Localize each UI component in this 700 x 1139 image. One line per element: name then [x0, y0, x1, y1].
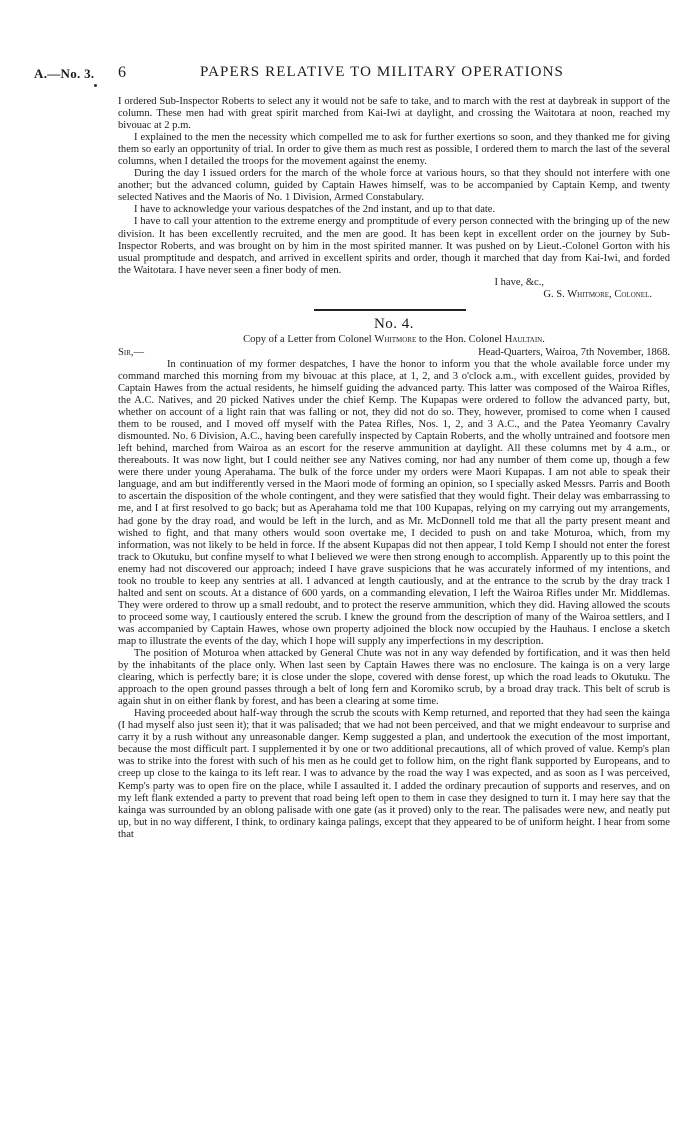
signature	[118, 289, 670, 301]
letter-number: No. 4.	[373, 315, 415, 332]
salutation-line	[118, 347, 670, 359]
paragraph: During the day I issued orders for the march of the whole force at various hours, so that they should not interfere with one another; but the advanced column, guided by Captain Hawes himself, was to be accompanied by Captain Kemp, and twenty selected Natives and the Maoris of No. 1 Division, Armed Constabulary.	[118, 168, 670, 204]
closing-line: I have, &c.,	[494, 276, 544, 288]
paragraph: Having proceeded about half-way through the scrub the scouts with Kemp returned, and reported that they had seen the kainga (I had myself also just seen it); that it was palisaded; that we had not been perceived, and that we might endeavour to surprise and carry it by a rush without any unreasonable danger. Kemp suggested a plan, and undertook the execution of the most important, because the most difficult part. I supplemented it by one or two additional precautions, all of which proved of value. Kemp's plan was to strike into the forest with such of his men as he could get to follow him, on the right flank supported by Europeans, and to creep up close to the kainga to its left rear. I was to advance by the road the way I was expected, and as soon as I was perceived, Kemp's party was to open fire on the place, while I assaulted it. I added the ordinary precaution of supports and reserves, and on my left flank extended a party to prevent that road being left open to them in case they designed to turn it. I may here say that the kainga was surrounded by an oblong palisade with one gate (as it proved) only to the rear. The palisades were new, and neatly put up, but in no way different, I think, to ordinary kainga palings, except that they appeared to be of uniform height. I hear from some that	[118, 708, 670, 840]
document-reference: A.—No. 3.	[34, 66, 95, 81]
paragraph: In continuation of my former despatches, I have the honor to inform you that the whole available force under my command marched this morning from my bivouac at this place, at 1, 2, and 3 o'clock a.m., with excellent guides, provided by Captain Hawes from the actual residents, he himself guiding the advanced party. This latter was composed of the Wairoa Rifles, the A.C. Natives, and 20 picked Natives under the chief Kemp. The Kupapas were ordered to follow the advanced party, but, whether on account of a light rain that was falling or not, they did not do so. They, however, promised to come when I caused them to be roused, and I moved off myself with the Patea Rifles, Nos. 1, 2, and 3 A.C., and the Patea Yeomanry Cavalry dismounted. No. 6 Division, A.C., having been carefully inspected by Captain Roberts, and the wholly untrained and footsore men left behind, marched from Wairoa as an escort for the reserve ammunition at daylight. All these columns met by 4 a.m., or thereabouts. It was now light, but I could neither see any Natives coming, nor had any number of them come up, though a few were there under young Aperahama. The bulk of the force under my orders were Maori Kupapas. I am not able to speak their language, and am but indifferently versed in the Maori mode of forming an opinion, so I specially asked Messrs. Parris and Booth to ascertain the disposition of the whole contingent, and they were satisfied that they would fight. Their delay was embarrassing to me, and I at first resolved to go back; but as Aperahama told me that 100 Kupapas, relying on my carrying out my arrangements, had gone by the dray road, and would be left in the lurch, and as Mr. McDonnell told me that all the party present meant and wished to fight, and that many others would soon overtake me, I decided to push on and take Moturoa, which, from my information, was not likely to be held in force. If the absent Kupapas did not then appear, I told Kemp I should not enter the forest track to Okutuku, but confine myself to what I believed we were then strong enough to accomplish. Apparently up to this point the enemy had not discovered our approach; indeed I have grave suspicions that he was accurately informed of my intentions, and took no trouble to keep any sentries at all. I advanced at length cautiously, and at the entrance to the scrub by the dray track I halted and sent on scouts. At a distance of 600 yards, on a commanding elevation, I left the Wairoa Rifles under Mr. Middlemas. They were ordered to throw up a small redoubt, and to protect the reserve ammunition, which they did. Having allowed the scouts to proceed some way, I cautiously entered the scrub. I knew the ground from the description of many of the Wairoa settlers, and I was accompanied by Captain Hawes, whose own property adjoined the block now occupied by the Hauhaus. I enclose a sketch map to illustrate the events of the day, which I hope will supply any imperfections in my description.	[118, 358, 670, 647]
paragraph: I have to call your attention to the extreme energy and promptitude of every person connected with the bringing up of the new division. It has been excellently recruited, and the men are good. It has been kept in excellent order on the journey by Sub-Inspector Roberts, and was brought on by him in the most spirited manner. It was pushed on by Lieut.-Colonel Gorton with his usual promptitude and despatch, and arrived in excellent spirits and order, though it marched that day from Kai-Iwi, and forded the Waitotara. I have never seen a finer body of men.	[118, 216, 670, 276]
page-number: 6	[118, 64, 126, 81]
salutation: Sir,—	[118, 346, 145, 358]
print-mark	[94, 84, 97, 87]
dateline: Head-Quarters, Wairoa, 7th November, 1868.	[478, 346, 670, 358]
signature-text: G. S. Whitmore, Colonel.	[543, 288, 652, 300]
section-divider	[314, 309, 466, 311]
paragraph: I explained to the men the necessity which compelled me to ask for further exertions so soon, and they thanked me for giving them so early an opportunity of trial. In order to give them as much rest as possible, I ordered them to march the last of the several columns, when I detailed the troops for the movement against the enemy.	[118, 132, 670, 168]
caption-recipient: Haultain.	[504, 333, 545, 345]
paragraph: The position of Moturoa when attacked by General Chute was not in any way defended by fortification, and it was then held by the inhabitants of the place only. When last seen by Captain Hawes there was no enclosure. The kainga is on a very large clearing, which is perfectly bare; it is close under the slope, covered with dense forest, up which the road leads to Okutuku. The approach to the open ground passes through a belt of long fern and Koromiko scrub, by a broad dray track. This belt of scrub is again shut in on either flank by forest, and has been a clearing at some time.	[118, 648, 670, 708]
caption-middle: to the Hon. Colonel	[418, 333, 503, 345]
paragraph: I have to acknowledge your various despatches of the 2nd instant, and up to that date.	[134, 204, 496, 216]
caption-sender: Whitmore	[374, 333, 417, 345]
document-body	[118, 96, 670, 841]
running-title: PAPERS RELATIVE TO MILITARY OPERATIONS	[200, 64, 564, 80]
paragraph: I ordered Sub-Inspector Roberts to select any it would not be safe to take, and to march with the rest at daybreak in support of the column. These men had with great spirit marched from Kai-Iwi at daylight, and crossing the Waitotara at noon, reached my bivouac at 2 p.m.	[118, 96, 670, 132]
caption-prefix: Copy of a Letter from Colonel	[243, 333, 372, 345]
page-header	[0, 66, 700, 88]
letter-caption	[118, 334, 670, 346]
